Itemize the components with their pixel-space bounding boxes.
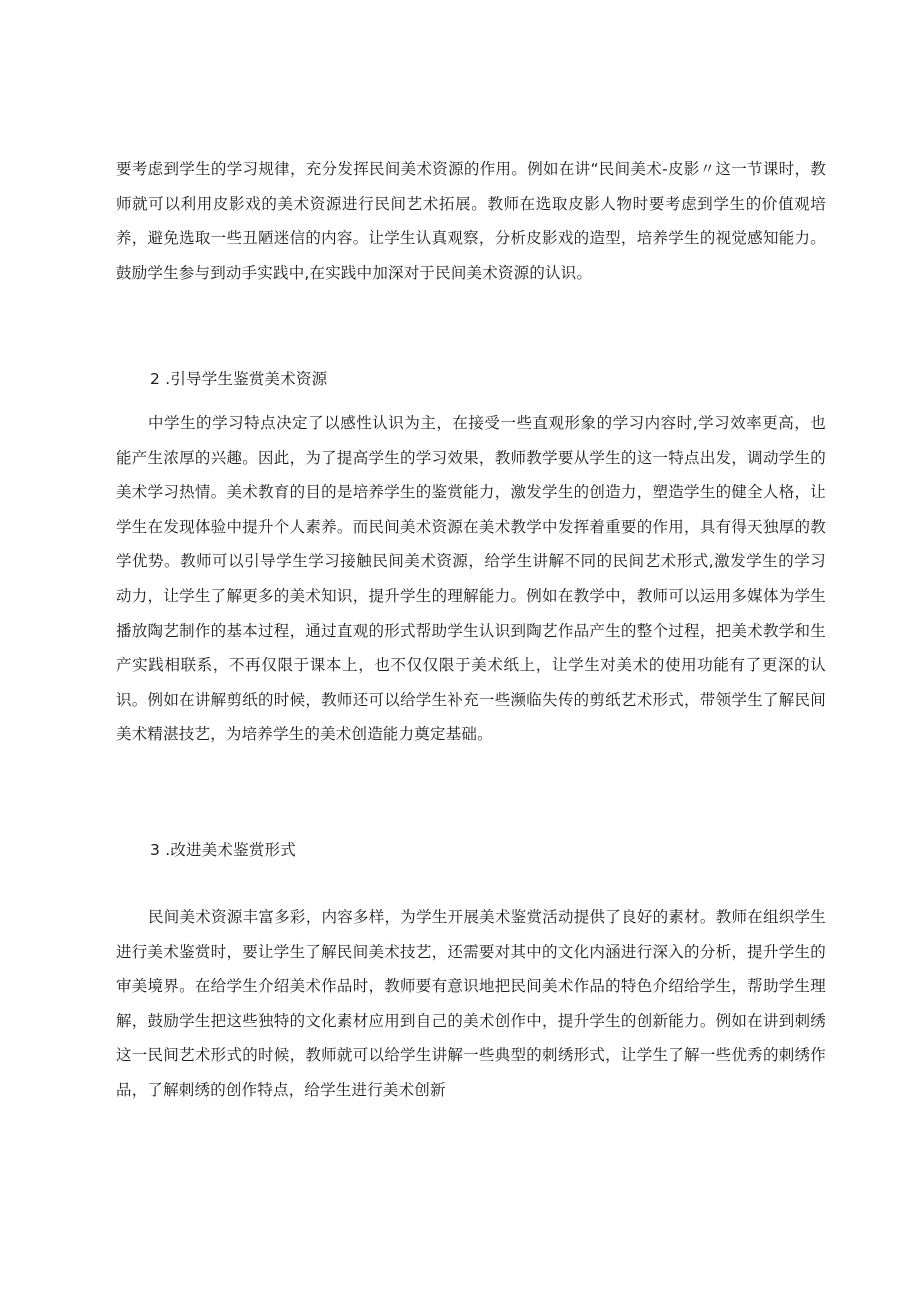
section-heading-2: 2 .引导学生鉴赏美术资源 [150,370,328,388]
paragraph-2: 中学生的学习特点决定了以感性认识为主，在接受一些直观形象的学习内容时,学习效率更高，也能产生浓厚的兴趣。因此，为了提高学生的学习效果，教师教学要从学生的这一特点出发，调动学生的美术学习热情。美术教育的目的是培养学生的鉴赏能力，激发学生的创造力，塑造学生的健全人格，让学生在发现体验中提升个人素养。而民间美术资源在美术教学中发挥着重要的作用，具有得天独厚的教学优势。教师可以引导学生学习接触民间美术资源，给学生讲解不同的民间艺术形式,激发学生的学习动力，让学生了解更多的美术知识，提升学生的理解能力。例如在教学中，教师可以运用多媒体为学生播放陶艺制作的基本过程，通过直观的形式帮助学生认识到陶艺作品产生的整个过程，把美术教学和生产实践相联系，不再仅限于课本上，也不仅仅限于美术纸上，让学生对美术的使用功能有了更深的认识。例如在讲解剪纸的时候，教师还可以给学生补充一些濒临失传的剪纸艺术形式，带领学生了解民间美术精湛技艺，为培养学生的美术创造能力奠定基础。 [116,414,826,744]
paragraph-1: 要考虑到学生的学习规律，充分发挥民间美术资源的作用。例如在讲“民间美术-皮影〃这一节课时，教师就可以利用皮影戏的美术资源进行民间艺术拓展。教师在选取皮影人物时要考虑到学生的价值观培养，避免选取一些丑陋迷信的内容。让学生认真观察，分析皮影戏的造型，培养学生的视觉感知能力。鼓励学生参与到动手实践中,在实践中加深对于民间美术资源的认识。 [116,160,826,282]
paragraph-3: 民间美术资源丰富多彩，内容多样，为学生开展美术鉴赏活动提供了良好的素材。教师在组织学生进行美术鉴赏时，要让学生了解民间美术技艺，还需要对其中的文化内涵进行深入的分析，提升学生的审美境界。在给学生介绍美术作品时，教师要有意识地把民间美术作品的特色介绍给学生，帮助学生理解，鼓励学生把这些独特的文化素材应用到自己的美术创作中，提升学生的创新能力。例如在讲到刺绣这一民间艺术形式的时候，教师就可以给学生讲解一些典型的刺绣形式，让学生了解一些优秀的刺绣作品，了解刺绣的创作特点，给学生进行美术创新 [116,908,826,1099]
section-heading-3: 3 .改进美术鉴赏形式 [150,841,296,859]
